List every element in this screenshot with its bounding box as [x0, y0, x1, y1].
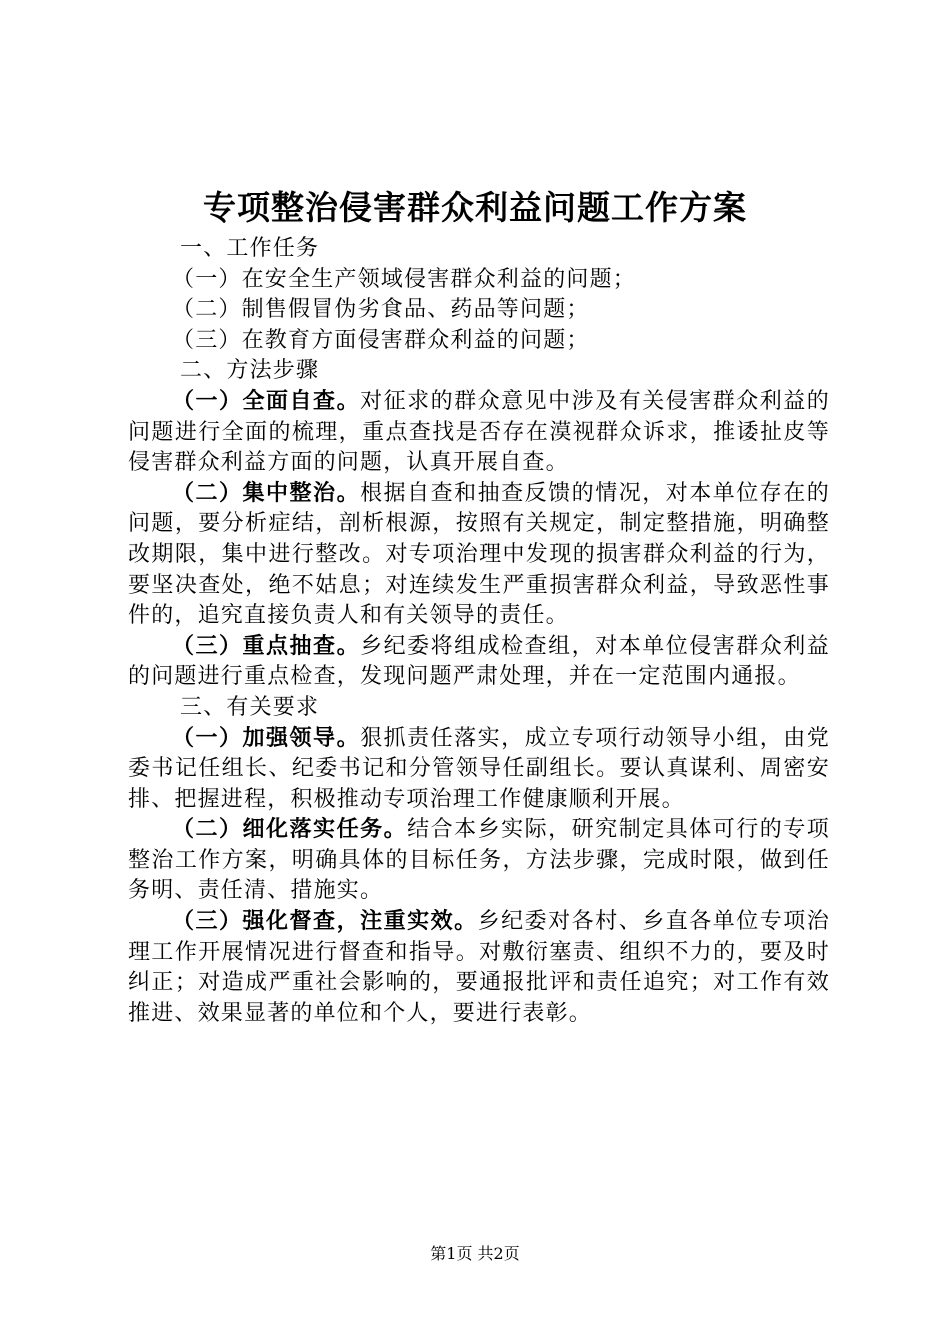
- paragraph-lead: （一）加强领导。: [172, 725, 361, 751]
- section-heading: 一、工作任务: [180, 236, 320, 261]
- paragraph: [128, 632, 830, 693]
- paragraph-text: 根据自查和抽查反馈的情况，对本单位存在的问题，要分析症结，剖析根源，按照有关规定，制定整措施，明确整改期限，集中进行整改。对专项治理中发现的损害群众利益的行为，要坚决查处，绝不姑息；对连续发生严重损害群众利益，导致恶性事件的，追究直接负责人和有关领导的责任。: [128, 480, 830, 629]
- paragraph-lead: （三）重点抽查。: [172, 633, 361, 659]
- page-footer: 第1页 共2页: [430, 1244, 520, 1263]
- paragraph: [128, 387, 830, 479]
- paragraph-text: 结合本乡实际，研究制定具体可行的专项整治工作方案，明确具体的目标任务，方法步骤，完成时限，做到任务明、责任清、措施实。: [128, 817, 830, 904]
- paragraph-text: 乡纪委对各村、乡直各单位专项治理工作开展情况进行督查和指导。对敷衍塞责、组织不力的，要及时纠正；对造成严重社会影响的，要通报批评和责任追究；对工作有效推进、效果显著的单位和个人，要进行表彰。: [128, 909, 830, 1026]
- paragraph: [128, 815, 830, 907]
- paragraph-lead: （三）强化督查，注重实效。: [172, 909, 478, 935]
- section-heading: 二、方法步骤: [180, 358, 320, 384]
- paragraph-text: 狠抓责任落实，成立专项行动领导小组，由党委书记任组长、纪委书记和分管领导任副组长。要认真谋利、周密安排、把握进程，积极推动专项治理工作健康顺利开展。: [128, 725, 830, 812]
- task-item: （一）在安全生产领域侵害群众利益的问题；: [172, 266, 637, 292]
- paragraph-lead: （二）集中整治。: [172, 480, 361, 506]
- paragraph: [128, 724, 830, 816]
- paragraph-lead: （一）全面自查。: [172, 388, 361, 414]
- document-body: [128, 234, 830, 1029]
- task-item: （二）制售假冒伪劣食品、药品等问题；: [172, 297, 590, 323]
- task-item: （三）在教育方面侵害群众利益的问题；: [172, 327, 590, 353]
- paragraph: [128, 907, 830, 1029]
- document-title: 专项整治侵害群众利益问题工作方案: [203, 188, 747, 227]
- paragraph-text: 对征求的群众意见中涉及有关侵害群众利益的问题进行全面的梳理，重点查找是否存在漠视群众诉求，推诿扯皮等侵害群众利益方面的问题，认真开展自查。: [128, 388, 830, 476]
- paragraph-text: 乡纪委将组成检查组，对本单位侵害群众利益的问题进行重点检查，发现问题严肃处理，并在一定范围内通报。: [128, 633, 830, 690]
- paragraph: [128, 479, 830, 632]
- section-heading: 三、有关要求: [180, 694, 320, 720]
- paragraph-lead: （二）细化落实任务。: [172, 817, 408, 843]
